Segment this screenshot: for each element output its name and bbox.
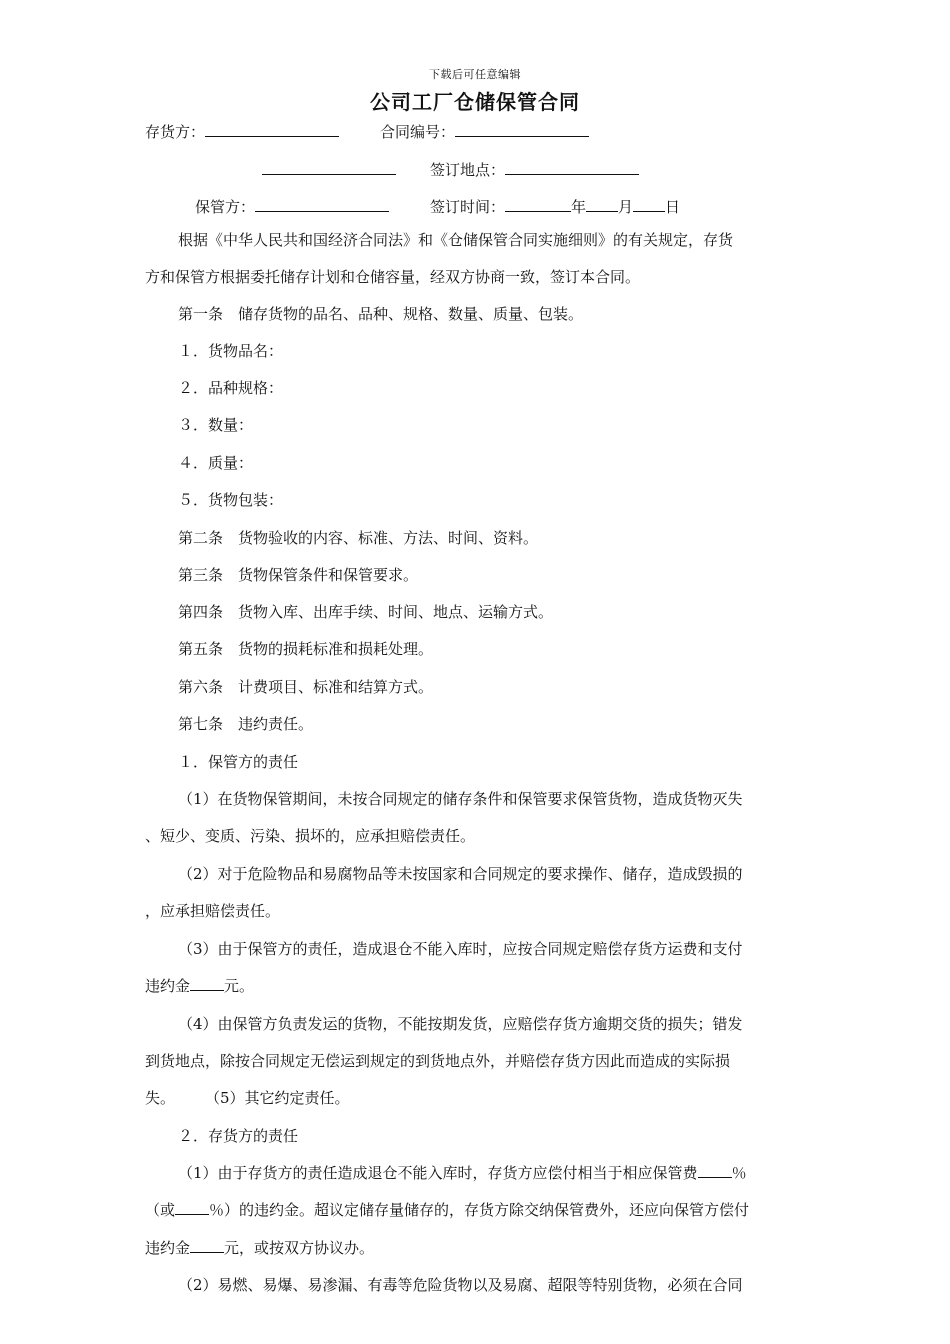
depositor-clause-1-line-2	[145, 1192, 800, 1229]
penalty-label: 违约金	[145, 977, 191, 995]
unlabeled-field	[262, 160, 396, 180]
month-label: 月	[618, 198, 634, 216]
keeper-clause-2-line-1: （2）对于危险物品和易腐物品等未按国家和合同规定的要求操作、储存，造成毁损的	[178, 865, 743, 883]
keeper-label: 保管方：	[195, 198, 256, 216]
keeper-blank[interactable]	[255, 197, 389, 212]
sign-place-field	[430, 160, 639, 180]
sign-place-label: 签订地点：	[430, 161, 506, 179]
article-6: 第六条 计费项目、标准和结算方式。	[178, 678, 434, 696]
penalty-amount-blank-2[interactable]	[190, 1238, 224, 1253]
sign-place-blank[interactable]	[505, 160, 639, 175]
item-5: ５．货物包装：	[178, 491, 284, 509]
day-blank[interactable]	[633, 197, 665, 212]
keeper-clause-4-line-2: 到货地点，除按合同规定无偿运到规定的到货地点外，并赔偿存货方因此而造成的实际损	[145, 1052, 731, 1070]
alt-percent-blank[interactable]	[175, 1200, 209, 1215]
keeper-clause-1-line-2: 、短少、变质、污染、损坏的，应承担赔偿责任。	[145, 827, 476, 845]
contract-title: 公司工厂仓储保管合同	[370, 90, 580, 114]
depositor-clause-1-line-3	[145, 1230, 800, 1267]
penalty-amount-blank[interactable]	[190, 976, 224, 991]
contract-no-field	[380, 122, 589, 142]
intro-line-2: 方和保管方根据委托储存计划和仓储容量，经双方协商一致，签订本合同。	[145, 268, 641, 286]
day-label: 日	[665, 198, 681, 216]
contract-no-label: 合同编号：	[380, 123, 456, 141]
intro-line-1: 根据《中华人民共和国经济合同法》和《仓储保管合同实施细则》的有关规定，存货	[178, 231, 734, 249]
depositor-clause-2-line-1: （2）易燃、易爆、易渗漏、有毒等危险货物以及易腐、超限等特别货物，必须在合同	[178, 1276, 743, 1294]
keeper-clause-3-line-2	[145, 968, 800, 1005]
article-4: 第四条 货物入库、出库手续、时间、地点、运输方式。	[178, 603, 554, 621]
depositor-blank[interactable]	[205, 122, 339, 137]
or-label: （或	[145, 1201, 176, 1219]
penalty-label-2: 违约金	[145, 1239, 191, 1257]
keeper-field	[195, 197, 389, 217]
item-4: ４．质量：	[178, 454, 254, 472]
year-label: 年	[571, 198, 587, 216]
month-blank[interactable]	[586, 197, 618, 212]
sign-time-field	[430, 197, 680, 217]
depositor-responsibility-heading: ２．存货方的责任	[178, 1127, 299, 1145]
article-2: 第二条 货物验收的内容、标准、方法、时间、资料。	[178, 529, 539, 547]
header-note: 下载后可任意编辑	[429, 68, 521, 81]
keeper-clause-4-line-1: （4）由保管方负责发运的货物，不能按期发货，应赔偿存货方逾期交货的损失；错发	[178, 1015, 743, 1033]
depositor-field	[145, 122, 339, 142]
depositor-clause-1-text-3: 元，或按双方协议办。	[224, 1239, 375, 1257]
unlabeled-blank[interactable]	[262, 160, 396, 175]
contract-no-blank[interactable]	[455, 122, 589, 137]
keeper-clause-4-line-3: 失。 （5）其它约定责任。	[145, 1089, 350, 1107]
keeper-clause-2-line-2: ，应承担赔偿责任。	[145, 902, 281, 920]
keeper-clause-3-line-1: （3）由于保管方的责任，造成退仓不能入库时，应按合同规定赔偿存货方运费和支付	[178, 940, 743, 958]
yuan-label: 元。	[224, 977, 255, 995]
keeper-responsibility-heading: １．保管方的责任	[178, 753, 299, 771]
sign-time-label: 签订时间：	[430, 198, 506, 216]
keeper-clause-1-line-1: （1）在货物保管期间，未按合同规定的储存条件和保管要求保管货物，造成货物灭失	[178, 790, 743, 808]
article-3: 第三条 货物保管条件和保管要求。	[178, 566, 419, 584]
item-3: ３．数量：	[178, 416, 254, 434]
article-5: 第五条 货物的损耗标准和损耗处理。	[178, 640, 434, 658]
fee-percent-blank[interactable]	[698, 1163, 732, 1178]
depositor-label: 存货方：	[145, 123, 206, 141]
article-7: 第七条 违约责任。	[178, 715, 314, 733]
percent-label: ％	[731, 1164, 747, 1182]
article-1: 第一条 储存货物的品名、品种、规格、数量、质量、包装。	[178, 305, 584, 323]
depositor-clause-1-text-2: ％）的违约金。超议定储存量储存的，存货方除交纳保管费外，还应向保管方偿付	[209, 1201, 750, 1219]
depositor-clause-1-line-1	[178, 1155, 833, 1192]
item-1: １．货物品名：	[178, 342, 284, 360]
depositor-clause-1-text: （1）由于存货方的责任造成退仓不能入库时，存货方应偿付相当于相应保管费	[178, 1164, 698, 1182]
year-blank[interactable]	[505, 197, 571, 212]
item-2: ２．品种规格：	[178, 379, 284, 397]
